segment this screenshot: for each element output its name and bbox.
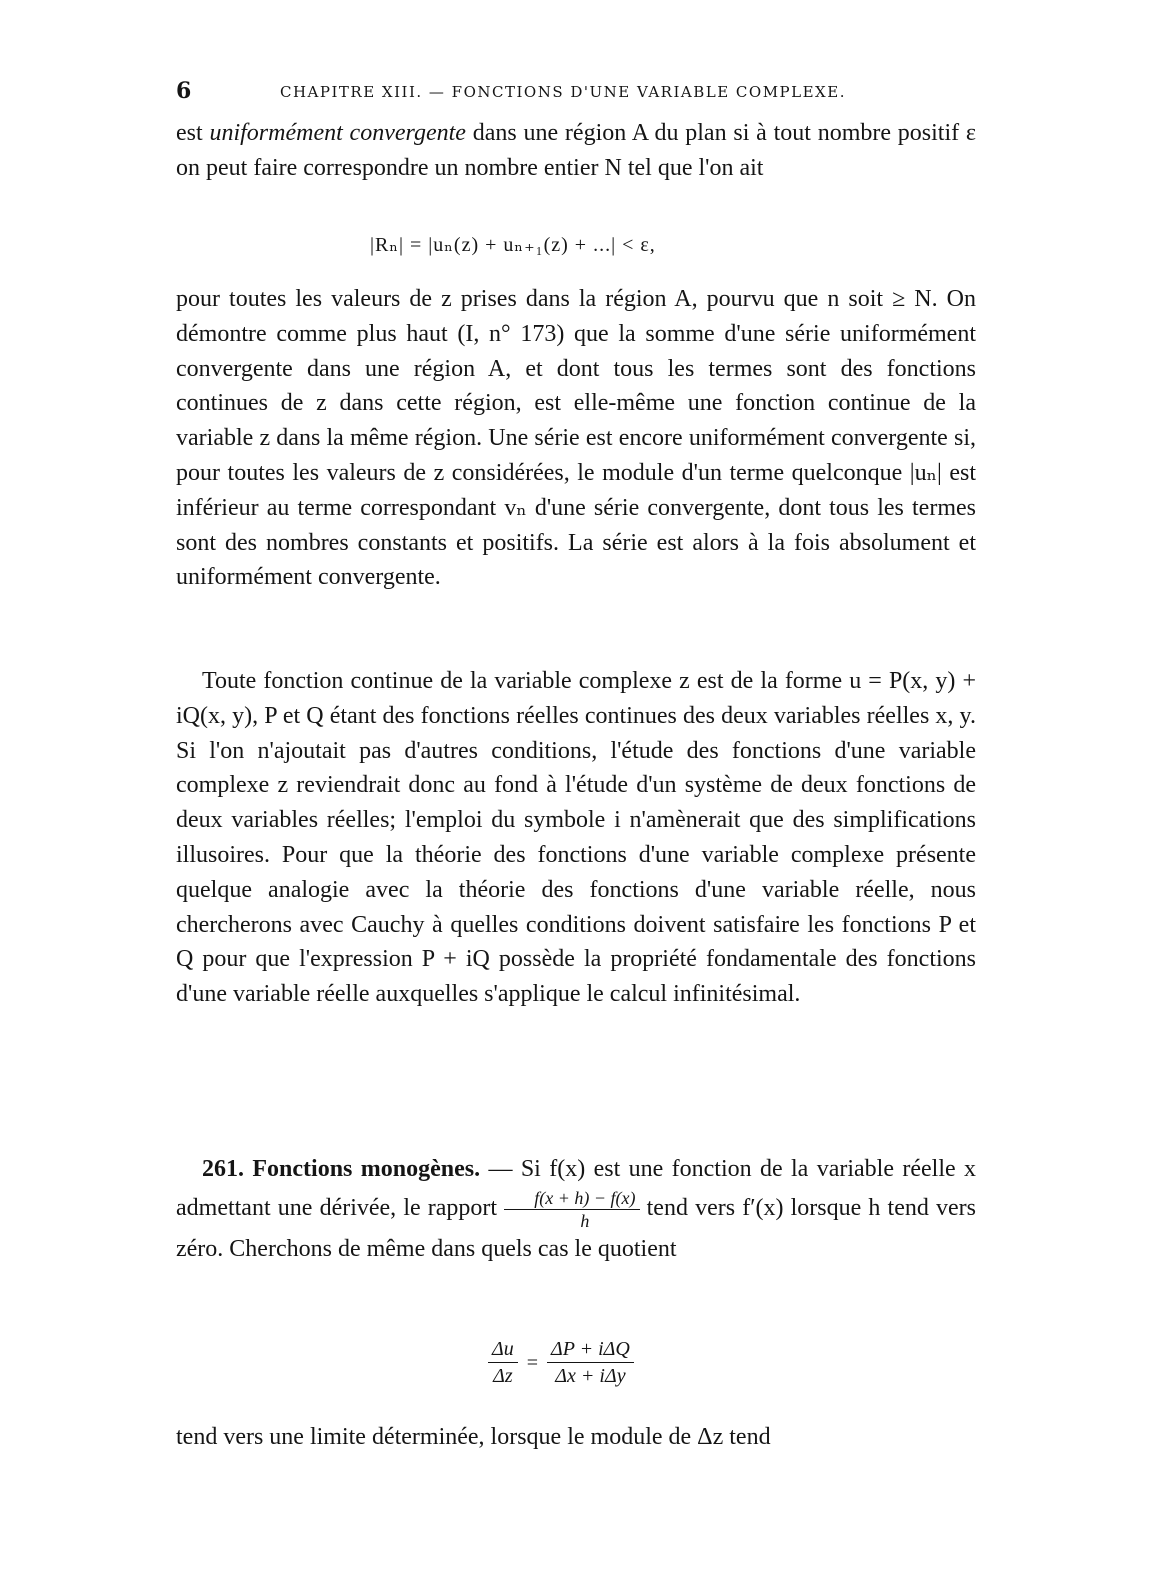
paragraph1-text-b: dans une région A du plan si à tout nombre positif ε on peut faire correspondre un nombre entier N tel que l'on ait [176,120,976,181]
rhs-fraction [547,1336,634,1389]
difference-quotient-numerator: f(x + h) − f(x) [504,1187,639,1210]
section-title: Fonctions monogènes. [252,1156,481,1182]
difference-quotient [504,1187,639,1232]
section-text-b: tend vers f′(x) lorsque h tend vers zéro. Cherchons de même dans quels cas le quotient [176,1194,976,1262]
section-text-a: — Si f(x) est une fonction de la variable réelle x admettant une dérivée, le rapport [176,1156,977,1221]
lhs-numerator: Δu [488,1336,518,1363]
paragraph-continuity: pour toutes les valeurs de z prises dans la région A, pourvu que n soit ≥ N. On démontre comme plus haut (I, n° 173) que la somme d'une série uniformément convergente dans une région A, et dont tous les termes sont des fonctions continues de z dans cette région, est elle-même une fonction continue de la variable z dans la même région. Une série est encore uniformément convergente si, pour toutes les valeurs de z considérées, le module d'un terme quelconque |uₙ| est inférieur au terme correspondant vₙ d'une série convergente, dont tous les termes sont des nombres constants et positifs. La série est alors à la fois absolument et uniformément convergente. [176,286,976,591]
equals-sign: = [526,1351,539,1374]
section-number: 261. [202,1156,244,1182]
paragraph-limit: tend vers une limite déterminée, lorsque le module de Δz tend [176,1424,771,1450]
section-261 [176,1152,976,1267]
equation-remainder: |Rₙ| = |uₙ(z) + uₙ₊₁(z) + ...| < ε, [370,234,656,256]
paragraph1-emphasis: uniformément convergente [209,120,466,146]
running-title: CHAPITRE XIII. — FONCTIONS D'UNE VARIABLE COMPLEXE. [280,83,846,101]
paragraph-complex-function: Toute fonction continue de la variable complexe z est de la forme u = P(x, y) + iQ(x, y), P et Q étant des fonctions réelles continues des deux variables réelles x, y. Si l'on n'ajoutait pas d'autres conditions, l'étude des fonctions d'une variable complexe z reviendrait donc au fond à l'étude d'un système de deux fonctions de deux variables réelles; l'emploi du symbole i n'amènerait que des simplifications illusoires. Pour que la théorie des fonctions d'une variable complexe présente quelque analogie avec la théorie des fonctions d'une variable réelle, nous chercherons avec Cauchy à quelles conditions doivent satisfaire les fonctions P et Q pour que l'expression P + iQ possède la propriété fondamentale des fonctions d'une variable réelle auxquelles s'applique le calcul infinitésimal. [176,668,976,1008]
paragraph1-text-a: est [176,120,210,146]
rhs-denominator: Δx + iΔy [555,1365,626,1387]
lhs-fraction [488,1336,518,1389]
lhs-denominator: Δz [493,1365,513,1387]
page-number: 6 [176,78,192,104]
page-header [176,78,976,108]
equation-quotient [488,1336,634,1389]
rhs-numerator: ΔP + iΔQ [547,1336,634,1363]
difference-quotient-denominator: h [580,1210,590,1231]
paragraph-uniform-convergence [176,116,976,186]
